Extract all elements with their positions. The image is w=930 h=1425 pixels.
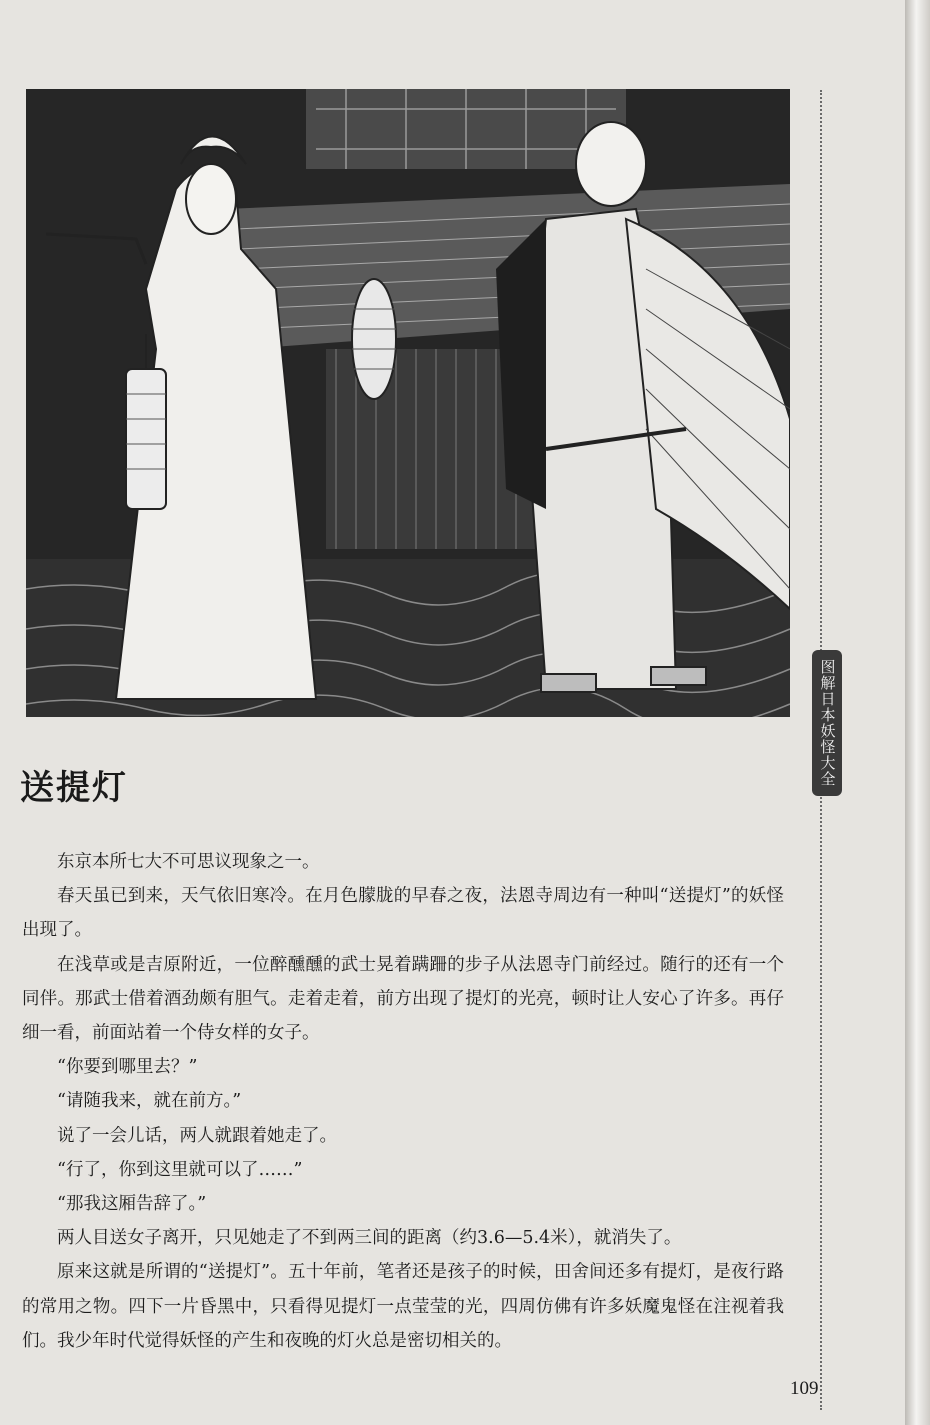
illustration-samurai-and-lantern-woman: [26, 89, 790, 717]
article-body: [22, 845, 784, 1358]
paragraph: 原来这就是所谓的“送提灯”。五十年前，笔者还是孩子的时候，田舍间还多有提灯，是夜行路的常用之物。四下一片昏黑中，只看得见提灯一点莹莹的光，四周仿佛有许多妖魔鬼怪在注视着我们。我少年时代觉得妖怪的产生和夜晚的灯火总是密切相关的。: [22, 1262, 784, 1351]
paragraph: 东京本所七大不可思议现象之一。: [57, 852, 320, 872]
illustration-drawing: [26, 89, 790, 717]
page-number: 109: [790, 1378, 819, 1399]
paragraph: “你要到哪里去？”: [57, 1057, 198, 1078]
paragraph: “行了，你到这里就可以了……”: [57, 1159, 303, 1180]
paragraph: “那我这厢告辞了。”: [57, 1194, 207, 1215]
paragraph: 春天虽已到来，天气依旧寒冷。在月色朦胧的早春之夜，法恩寺周边有一种叫“送提灯”的妖怪出现了。: [22, 886, 784, 941]
book-title-side-tab: 图解日本妖怪大全: [812, 650, 842, 796]
paragraph: 说了一会儿话，两人就跟着她走了。: [57, 1125, 337, 1146]
paragraph: 两人目送女子离开，只见她走了不到两三间的距离（约3.6—5.4米），就消失了。: [57, 1228, 682, 1249]
book-spine-edge: [905, 0, 930, 1425]
paragraph: “请随我来，就在前方。”: [57, 1091, 242, 1112]
article-title: 送提灯: [20, 768, 128, 808]
paragraph: 在浅草或是吉原附近，一位醉醺醺的武士晃着蹒跚的步子从法恩寺门前经过。随行的还有一个同伴。那武士借着酒劲颇有胆气。走着走着，前方出现了提灯的光亮，顿时让人安心了许多。再仔细一看，前面站着一个侍女样的女子。: [22, 954, 784, 1044]
